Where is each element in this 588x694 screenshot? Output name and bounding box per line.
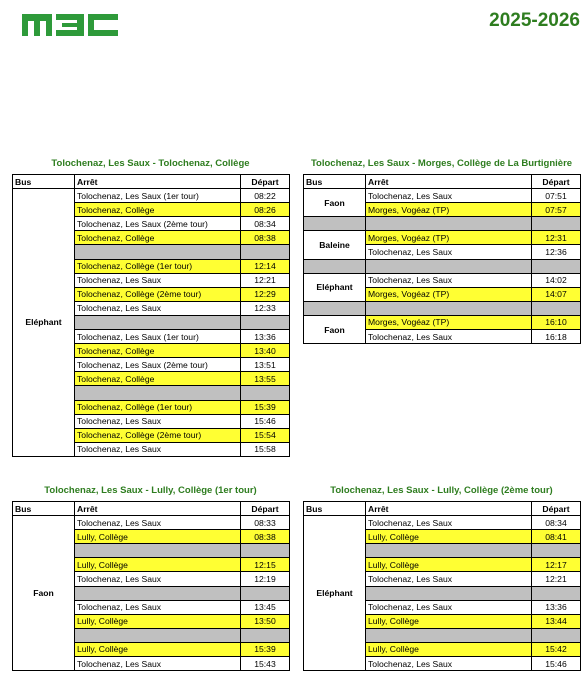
header-bus: Bus xyxy=(13,175,75,189)
departure-time: 14:07 xyxy=(532,287,581,301)
stop-name: Tolochenaz, Les Saux xyxy=(75,442,241,456)
separator-cell xyxy=(75,245,241,259)
departure-time: 16:10 xyxy=(532,315,581,329)
separator-cell xyxy=(241,628,290,642)
departure-time: 15:46 xyxy=(241,414,290,428)
stop-name: Lully, Collège xyxy=(366,642,532,656)
stop-name: Lully, Collège xyxy=(75,642,241,656)
separator-row xyxy=(304,301,581,315)
header-row xyxy=(13,175,290,189)
departure-time: 13:40 xyxy=(241,344,290,358)
departure-time: 12:29 xyxy=(241,287,290,301)
stop-name: Tolochenaz, Les Saux xyxy=(75,572,241,586)
departure-time: 07:57 xyxy=(532,203,581,217)
bus-name: Eléphant xyxy=(13,189,75,457)
stop-name: Lully, Collège xyxy=(75,558,241,572)
separator-cell xyxy=(75,586,241,600)
header-bus: Bus xyxy=(304,175,366,189)
departure-time: 14:02 xyxy=(532,273,581,287)
departure-time: 12:21 xyxy=(532,572,581,586)
separator-cell xyxy=(532,544,581,558)
header-departure: Départ xyxy=(241,175,290,189)
stop-name: Morges, Vogéaz (TP) xyxy=(366,315,532,329)
stop-name: Tolochenaz, Collège (1er tour) xyxy=(75,400,241,414)
stop-name: Morges, Vogéaz (TP) xyxy=(366,231,532,245)
separator-cell xyxy=(75,386,241,400)
stop-name: Tolochenaz, Collège (2ème tour) xyxy=(75,428,241,442)
separator-cell xyxy=(304,217,366,231)
header-departure: Départ xyxy=(241,502,290,516)
separator-row xyxy=(304,217,581,231)
departure-time: 15:42 xyxy=(532,642,581,656)
stop-name: Tolochenaz, Les Saux xyxy=(75,414,241,428)
departure-time: 12:19 xyxy=(241,572,290,586)
stop-name: Tolochenaz, Les Saux xyxy=(75,516,241,530)
stop-name: Morges, Vogéaz (TP) xyxy=(366,203,532,217)
departure-time: 08:38 xyxy=(241,530,290,544)
departure-time: 13:36 xyxy=(241,330,290,344)
separator-cell xyxy=(366,586,532,600)
bus-name: Eléphant xyxy=(304,273,366,301)
departure-time: 15:39 xyxy=(241,400,290,414)
stop-name: Tolochenaz, Collège xyxy=(75,344,241,358)
schedule-title: Tolochenaz, Les Saux - Tolochenaz, Collège xyxy=(51,158,250,169)
header-bus: Bus xyxy=(13,502,75,516)
departure-time: 13:45 xyxy=(241,600,290,614)
schedule-row xyxy=(304,189,581,203)
schedule-table xyxy=(303,174,581,344)
header-bus: Bus xyxy=(304,502,366,516)
departure-time: 13:50 xyxy=(241,614,290,628)
departure-time: 15:54 xyxy=(241,428,290,442)
departure-time: 12:33 xyxy=(241,301,290,315)
stop-name: Lully, Collège xyxy=(75,614,241,628)
separator-cell xyxy=(366,628,532,642)
departure-time: 15:46 xyxy=(532,657,581,671)
departure-time: 15:39 xyxy=(241,642,290,656)
separator-cell xyxy=(366,217,532,231)
departure-time: 12:17 xyxy=(532,558,581,572)
stop-name: Tolochenaz, Collège (2ème tour) xyxy=(75,287,241,301)
schedule-row xyxy=(304,516,581,530)
header-departure: Départ xyxy=(532,175,581,189)
schedule-table xyxy=(12,174,290,457)
departure-time: 15:43 xyxy=(241,657,290,671)
separator-cell xyxy=(75,315,241,329)
header-stop: Arrêt xyxy=(75,502,241,516)
schedule-table xyxy=(12,501,290,671)
separator-cell xyxy=(304,259,366,273)
schedule-title: Tolochenaz, Les Saux - Lully, Collège (2ème tour) xyxy=(330,485,553,496)
schedule-title: Tolochenaz, Les Saux - Morges, Collège de La Burtignière xyxy=(310,158,573,169)
separator-cell xyxy=(241,586,290,600)
stop-name: Lully, Collège xyxy=(366,558,532,572)
stop-name: Tolochenaz, Les Saux xyxy=(75,301,241,315)
stop-name: Tolochenaz, Les Saux xyxy=(366,516,532,530)
stop-name: Tolochenaz, Les Saux xyxy=(75,657,241,671)
stop-name: Tolochenaz, Collège (1er tour) xyxy=(75,259,241,273)
separator-cell xyxy=(532,628,581,642)
bus-name: Faon xyxy=(13,516,75,671)
departure-time: 08:22 xyxy=(241,189,290,203)
stop-name: Tolochenaz, Collège xyxy=(75,231,241,245)
header-stop: Arrêt xyxy=(366,502,532,516)
stop-name: Tolochenaz, Les Saux xyxy=(366,189,532,203)
stop-name: Lully, Collège xyxy=(366,530,532,544)
separator-cell xyxy=(366,544,532,558)
stop-name: Tolochenaz, Les Saux xyxy=(366,657,532,671)
departure-time: 07:51 xyxy=(532,189,581,203)
departure-time: 13:44 xyxy=(532,614,581,628)
separator-cell xyxy=(75,544,241,558)
bus-name: Faon xyxy=(304,315,366,343)
stop-name: Lully, Collège xyxy=(75,530,241,544)
departure-time: 08:26 xyxy=(241,203,290,217)
departure-time: 16:18 xyxy=(532,330,581,344)
separator-cell xyxy=(532,217,581,231)
schedule-row xyxy=(13,189,290,203)
stop-name: Tolochenaz, Les Saux (1er tour) xyxy=(75,189,241,203)
stop-name: Tolochenaz, Les Saux xyxy=(75,273,241,287)
stop-name: Tolochenaz, Les Saux xyxy=(366,600,532,614)
schedule-row xyxy=(304,231,581,245)
bus-name: Faon xyxy=(304,189,366,217)
departure-time: 12:36 xyxy=(532,245,581,259)
stop-name: Tolochenaz, Les Saux (1er tour) xyxy=(75,330,241,344)
departure-time: 12:31 xyxy=(532,231,581,245)
stop-name: Lully, Collège xyxy=(366,614,532,628)
departure-time: 13:55 xyxy=(241,372,290,386)
stop-name: Morges, Vogéaz (TP) xyxy=(366,287,532,301)
schedule-row xyxy=(304,273,581,287)
stop-name: Tolochenaz, Collège xyxy=(75,372,241,386)
stop-name: Tolochenaz, Les Saux xyxy=(366,273,532,287)
header-stop: Arrêt xyxy=(366,175,532,189)
stop-name: Tolochenaz, Les Saux (2ème tour) xyxy=(75,358,241,372)
header-row xyxy=(304,502,581,516)
stop-name: Tolochenaz, Les Saux xyxy=(75,600,241,614)
stop-name: Tolochenaz, Collège xyxy=(75,203,241,217)
departure-time: 08:38 xyxy=(241,231,290,245)
header-departure: Départ xyxy=(532,502,581,516)
departure-time: 12:21 xyxy=(241,273,290,287)
departure-time: 13:36 xyxy=(532,600,581,614)
separator-row xyxy=(304,259,581,273)
departure-time: 08:41 xyxy=(532,530,581,544)
schedule-table xyxy=(303,501,581,671)
schedule-row xyxy=(304,315,581,329)
separator-cell xyxy=(241,386,290,400)
schedule-row xyxy=(13,516,290,530)
separator-cell xyxy=(532,259,581,273)
stop-name: Tolochenaz, Les Saux xyxy=(366,330,532,344)
bus-name: Eléphant xyxy=(304,516,366,671)
separator-cell xyxy=(366,259,532,273)
separator-cell xyxy=(304,301,366,315)
separator-cell xyxy=(241,315,290,329)
departure-time: 08:34 xyxy=(532,516,581,530)
header-row xyxy=(304,175,581,189)
stop-name: Tolochenaz, Les Saux (2ème tour) xyxy=(75,217,241,231)
separator-cell xyxy=(532,586,581,600)
departure-time: 13:51 xyxy=(241,358,290,372)
separator-cell xyxy=(366,301,532,315)
separator-cell xyxy=(75,628,241,642)
departure-time: 12:14 xyxy=(241,259,290,273)
stop-name: Tolochenaz, Les Saux xyxy=(366,245,532,259)
separator-cell xyxy=(241,544,290,558)
mbc-logo xyxy=(22,14,120,41)
school-year: 2025-2026 xyxy=(489,10,580,31)
departure-time: 15:58 xyxy=(241,442,290,456)
stop-name: Tolochenaz, Les Saux xyxy=(366,572,532,586)
header-stop: Arrêt xyxy=(75,175,241,189)
departure-time: 08:33 xyxy=(241,516,290,530)
separator-cell xyxy=(241,245,290,259)
separator-cell xyxy=(532,301,581,315)
bus-name: Baleine xyxy=(304,231,366,259)
header-row xyxy=(13,502,290,516)
departure-time: 08:34 xyxy=(241,217,290,231)
schedule-title: Tolochenaz, Les Saux - Lully, Collège (1er tour) xyxy=(44,485,257,496)
departure-time: 12:15 xyxy=(241,558,290,572)
